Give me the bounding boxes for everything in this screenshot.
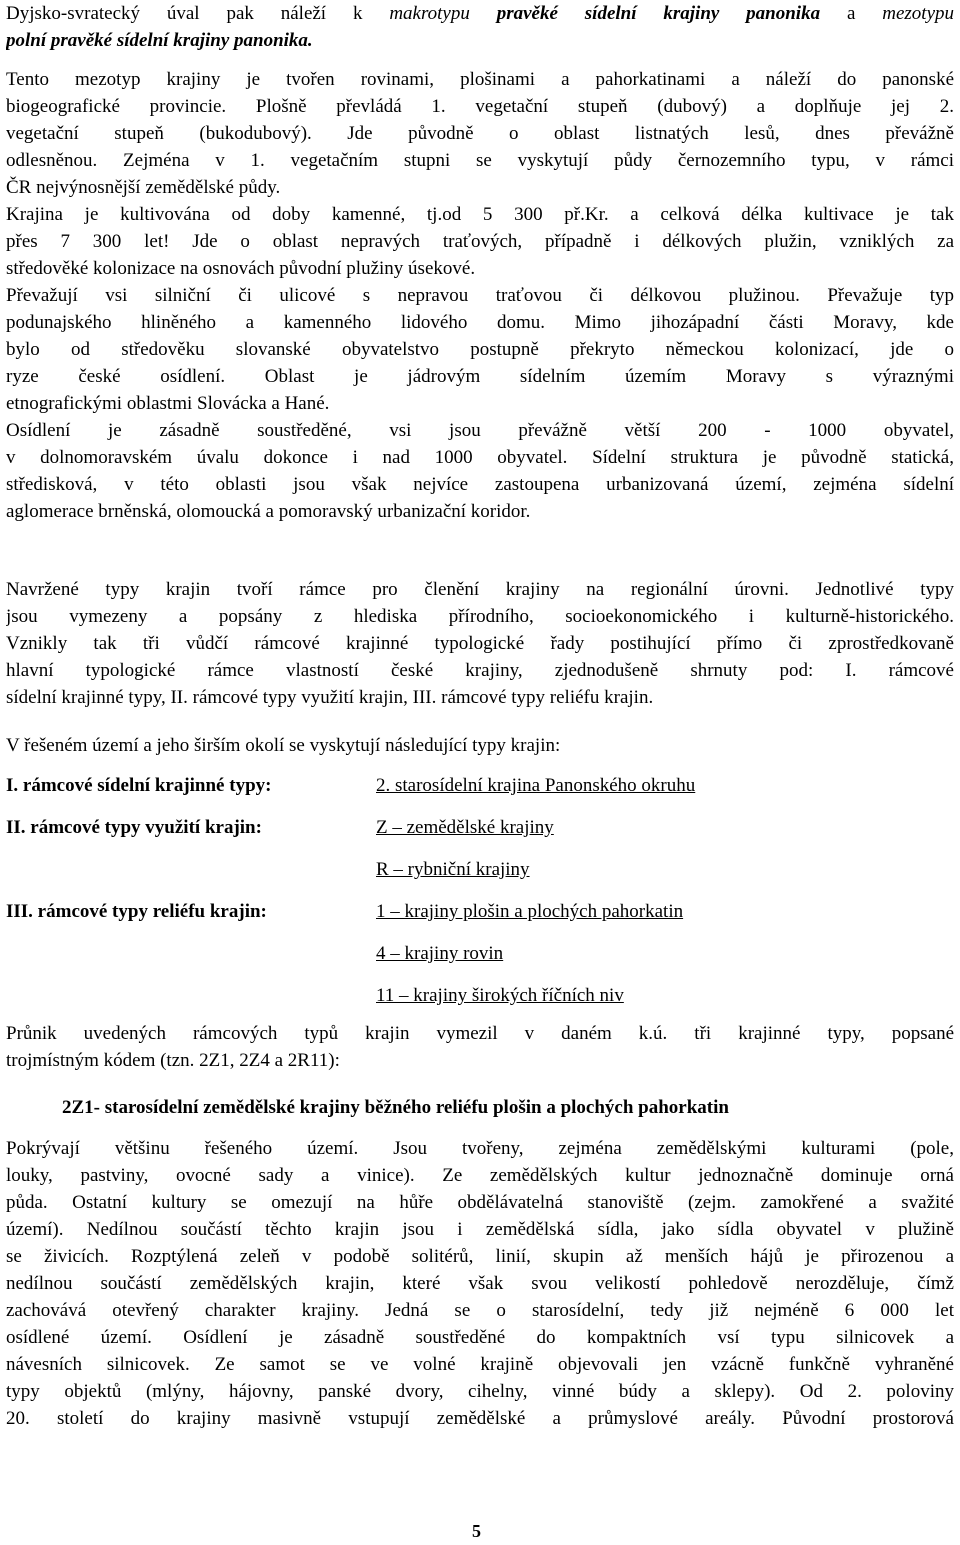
text-line: jsou vymezeny a popsány z hlediska přírodního, socioekonomického i kulturně-historického. (6, 606, 954, 627)
text-line: ryze české osídlení. Oblast je jádrovým sídelním územím Moravy s výraznými (6, 366, 954, 387)
type-value-2b: R – rybniční krajiny (376, 859, 530, 880)
paragraph-types-intro: V řešeném území a jeho širším okolí se vyskytují následující typy krajin: (6, 735, 561, 756)
text-line: Převažují vsi silniční či ulicové s nepravou traťovou či délkovou plužinou. Převažuje typ (6, 285, 954, 306)
text-line: Krajina je kultivována od doby kamenné, tj.od 5 300 př.Kr. a celková délka kultivace je tak (6, 204, 954, 225)
text-line: typy objektů (mlýny, hájovny, panské dvory, cihelny, vinné búdy a sklepy). Od 2. poloviny (6, 1381, 954, 1402)
text-line: vegetační stupeň (bukodubový). Jde původně o oblast listnatých lesů, dnes převážně (6, 123, 954, 144)
text-line: aglomerace brněnská, olomoucká a pomoravský urbanizační koridor. (6, 501, 531, 522)
text-line: podunajského hliněného a kamenného lidového domu. Mimo jihozápadní části Moravy, kde (6, 312, 954, 333)
text-line: Průnik uvedených rámcových typů krajin vymezil v daném k.ú. tři krajinné typy, popsané (6, 1023, 954, 1044)
text-line: středověké kolonizace na osnovách původní plužiny úsekové. (6, 258, 476, 279)
text-line: Vznikly tak tři vůdčí rámcové krajinné typologické řady postihující přímo či zprostředkovaně (6, 633, 954, 654)
page-number: 5 (472, 1521, 481, 1541)
text-line: bylo od středověku slovanské obyvatelstvo postupně překryto německou kolonizací, jde o (6, 339, 954, 360)
text-line: Navržené typy krajin tvoří rámce pro členění krajiny na regionální úrovni. Jednotlivé typy (6, 579, 954, 600)
paragraph-landscape-types (6, 576, 954, 711)
text-line: Tento mezotyp krajiny je tvořen rovinami, plošinami a pahorkatinami a náleží do panonské (6, 69, 954, 90)
text-line: nedílnou součástí zemědělských krajin, které však svou velikostí pohledově nerozděluje, čímž (6, 1273, 954, 1294)
text-line: půda. Ostatní kultury se omezují na hůře obdělávatelná stanoviště (zejm. zamokřené a svažité (6, 1192, 954, 1213)
text-line: zachovává otevřený charakter krajiny. Jedná se o starosídelní, tedy již nejméně 6 000 let (6, 1300, 954, 1321)
type-value-2a: Z – zemědělské krajiny (376, 817, 554, 838)
text-line: hlavní typologické rámce vlastností české krajiny, zjednodušeně shrnuty pod: I. rámcové (6, 660, 954, 681)
text-line: Dyjsko-svratecký úval pak náleží k makrotypu pravěké sídelní krajiny panonika a mezotypu (6, 3, 954, 24)
text-line: sídelní krajinné typy, II. rámcové typy využití krajin, III. rámcové typy reliéfu krajin. (6, 687, 654, 708)
text-line: v dolnomoravském úvalu dokonce i nad 1000 obyvatel. Sídelní struktura je původně statická, (6, 447, 954, 468)
text-line: osídlené území. Osídlení je zásadně soustředěné do kompaktních vsí typu silnicovek a (6, 1327, 954, 1348)
type-label-1: I. rámcové sídelní krajinné typy: (6, 775, 272, 796)
text-line: středisková, v této oblasti jsou však nejvíce zastoupena urbanizovaná území, zejména sídelní (6, 474, 954, 495)
type-value-3b: 4 – krajiny rovin (376, 943, 504, 964)
text-line: Osídlení je zásadně soustředěné, vsi jsou převážně větší 200 - 1000 obyvatel, (6, 420, 954, 441)
type-value-1: 2. starosídelní krajina Panonského okruhu (376, 775, 696, 796)
text-line: území). Nedílnou součástí těchto krajin jsou i zemědělská sídla, jako sídla obyvatel v plužině (6, 1219, 954, 1240)
text-line: Pokrývají většinu řešeného území. Jsou tvořeny, zejména zemědělskými kulturami (pole, (6, 1138, 954, 1159)
text-line: louky, pastviny, ovocné sady a vinice). Ze zemědělských kultur jednoznačně dominuje orná (6, 1165, 954, 1186)
section-heading: 2Z1- starosídelní zemědělské krajiny běžného reliéfu plošin a plochých pahorkatin (62, 1097, 729, 1118)
text-line: 20. století do krajiny masivně vstupují zemědělské a průmyslové areály. Původní prostorová (6, 1408, 954, 1429)
type-value-3a: 1 – krajiny plošin a plochých pahorkatin (376, 901, 684, 922)
text-line: odlesněnou. Zejména v 1. vegetačním stupni se vyskytují půdy černozemního typu, v rámci (6, 150, 954, 171)
text-line: se živicích. Rozptýlená zeleň v podobě solitérů, linií, skupin až menších hájů je přirozenou a (6, 1246, 954, 1267)
type-value-3c: 11 – krajiny širokých říčních niv (376, 985, 624, 1006)
text-line: ČR nejvýnosnější zemědělské půdy. (6, 177, 281, 198)
text-line: biogeografické provincie. Plošně převládá 1. vegetační stupeň (dubový) a doplňuje jej 2. (6, 96, 954, 117)
paragraph-landscape-description (6, 66, 954, 525)
type-label-2: II. rámcové typy využití krajin: (6, 817, 262, 838)
text-line: etnografickými oblastmi Slovácka a Hané. (6, 393, 330, 414)
text-line: polní pravěké sídelní krajiny panonika. (6, 30, 313, 51)
paragraph-intersection (6, 1020, 954, 1074)
type-label-3: III. rámcové typy reliéfu krajin: (6, 901, 267, 922)
text-line: trojmístným kódem (tzn. 2Z1, 2Z4 a 2R11): (6, 1050, 340, 1071)
text-line: přes 7 300 let! Jde o oblast nepravých traťových, případně i délkových plužin, vzniklých za (6, 231, 954, 252)
paragraph-2z1-description (6, 1135, 954, 1432)
intro-paragraph (6, 0, 954, 54)
text-line: návesních silnicovek. Ze samot se ve volné krajině objevovali jen vzácně funkčně vyhraněné (6, 1354, 954, 1375)
